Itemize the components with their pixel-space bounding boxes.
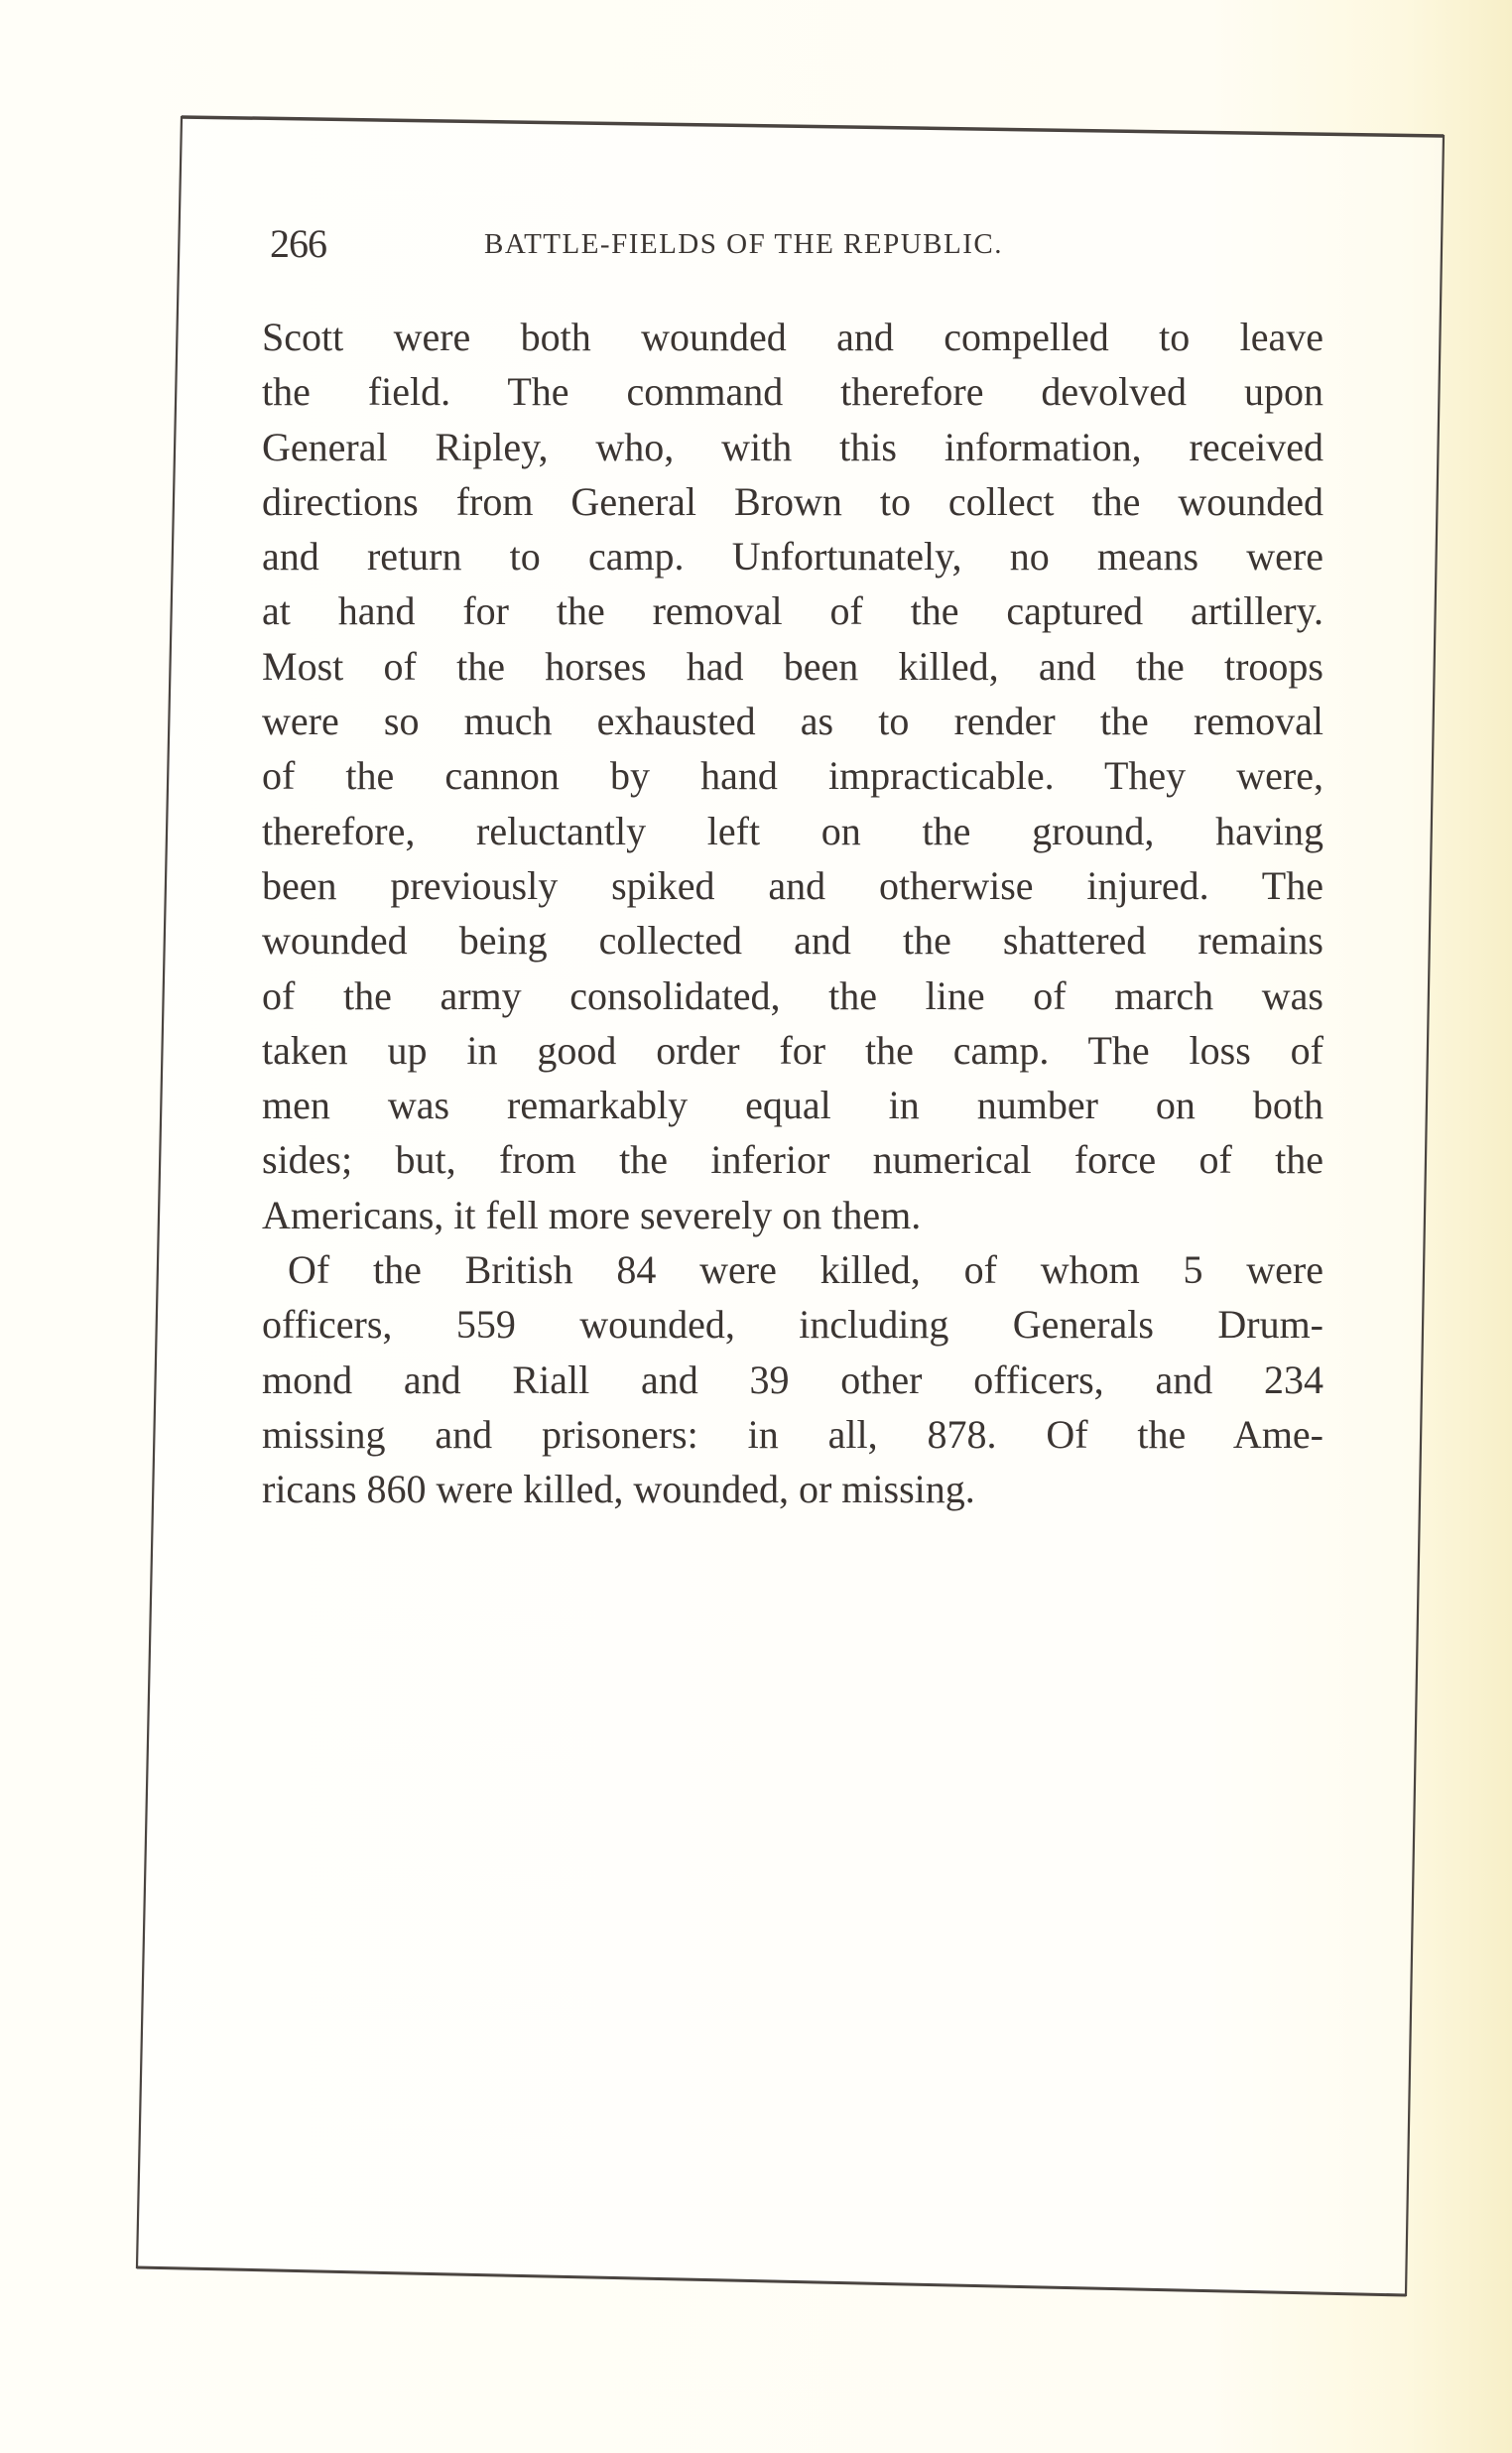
text-line: therefore, reluctantly left on the ground, having bbox=[262, 808, 1323, 853]
text-line: of the army consolidated, the line of march was bbox=[262, 972, 1323, 1018]
text-line: and return to camp. Unfortunately, no means were bbox=[262, 534, 1323, 580]
text-line: Most of the horses had been killed, and the troops bbox=[262, 643, 1323, 689]
text-line: of the cannon by hand impracticable. They were, bbox=[262, 753, 1323, 799]
paragraph-start-line: Of the British 84 were killed, of whom 5 were bbox=[288, 1247, 1323, 1293]
text-line: were so much exhausted as to render the removal bbox=[262, 699, 1323, 744]
text-line: sides; but, from the inferior numerical force of the bbox=[262, 1137, 1323, 1183]
text-line: the field. The command therefore devolved upon bbox=[262, 369, 1323, 415]
text-line: taken up in good order for the camp. The loss of bbox=[262, 1027, 1323, 1073]
text-line: men was remarkably equal in number on both bbox=[262, 1083, 1323, 1128]
running-title: BATTLE-FIELDS OF THE REPUBLIC. bbox=[484, 228, 1003, 260]
text-line: directions from General Brown to collect the wounded bbox=[262, 478, 1323, 524]
text-line: been previously spiked and otherwise injured. The bbox=[262, 862, 1323, 908]
body-text bbox=[262, 310, 1323, 1517]
text-line: missing and prisoners: in all, 878. Of the Ame- bbox=[262, 1411, 1323, 1457]
page-number: 266 bbox=[270, 221, 326, 266]
text-line: wounded being collected and the shattered remains bbox=[262, 918, 1323, 964]
running-header bbox=[270, 220, 1262, 270]
text-line: ricans 860 were killed, wounded, or missing. bbox=[262, 1467, 975, 1512]
text-line: Scott were both wounded and compelled to leave bbox=[262, 315, 1323, 359]
text-line: General Ripley, who, with this information, received bbox=[262, 424, 1323, 469]
text-line: officers, 559 wounded, including Generals Drum- bbox=[262, 1302, 1323, 1348]
text-line: at hand for the removal of the captured artillery. bbox=[262, 588, 1323, 634]
text-line: mond and Riall and 39 other officers, and 234 bbox=[262, 1356, 1323, 1402]
text-line: Americans, it fell more severely on them. bbox=[262, 1192, 922, 1237]
